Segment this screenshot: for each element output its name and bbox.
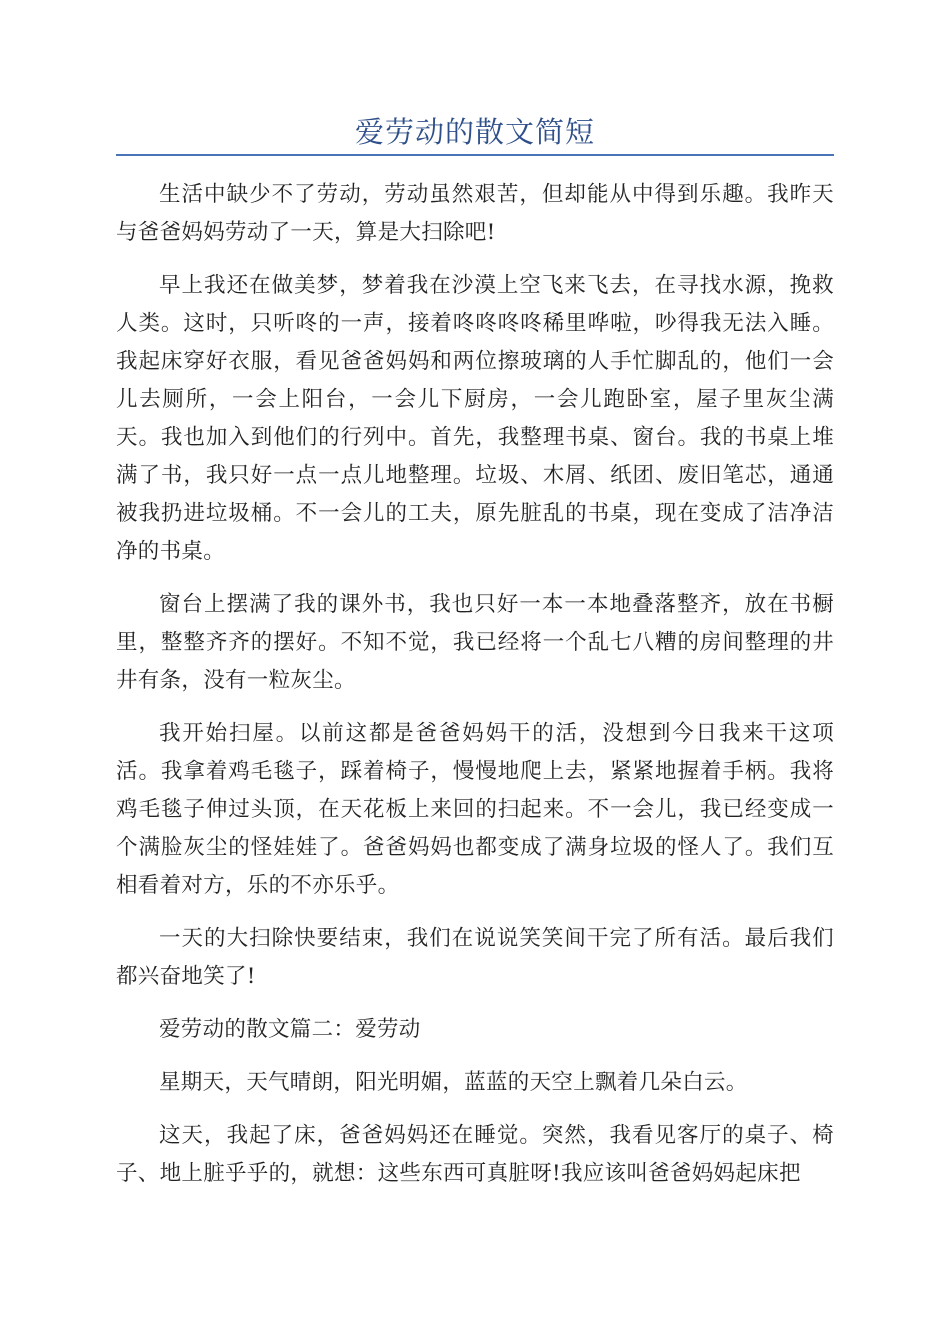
paragraph-3: 窗台上摆满了我的课外书，我也只好一本一本地叠落整齐，放在书橱里，整整齐齐的摆好。不知不觉，我已经将一个乱七八糟的房间整理的井井有条，没有一粒灰尘。 xyxy=(116,592,834,693)
paragraph-7: 这天，我起了床，爸爸妈妈还在睡觉。突然，我看见客厅的桌子、椅子、地上脏乎乎的，就想：这些东西可真脏呀!我应该叫爸爸妈妈起床把 xyxy=(116,1123,834,1186)
paragraph-5: 一天的大扫除快要结束，我们在说说笑笑间干完了所有活。最后我们都兴奋地笑了! xyxy=(116,926,834,989)
document-body xyxy=(116,176,834,1208)
title-underline xyxy=(116,154,834,156)
paragraph-1: 生活中缺少不了劳动，劳动虽然艰苦，但却能从中得到乐趣。我昨天与爸爸妈妈劳动了一天，算是大扫除吧! xyxy=(116,182,834,245)
document-title: 爱劳动的散文简短 xyxy=(354,115,595,149)
paragraph-2: 早上我还在做美梦，梦着我在沙漠上空飞来飞去，在寻找水源，挽救人类。这时，只听咚的一声，接着咚咚咚咚稀里哗啦，吵得我无法入睡。我起床穿好衣服，看见爸爸妈妈和两位擦玻璃的人手忙脚乱的，他们一会儿去厕所，一会上阳台，一会儿下厨房，一会儿跑卧室，屋子里灰尘满天。我也加入到他们的行列中。首先，我整理书桌、窗台。我的书桌上堆满了书，我只好一点一点儿地整理。垃圾、木屑、纸团、废旧笔芯，通通被我扔进垃圾桶。不一会儿的工夫，原先脏乱的书桌，现在变成了洁净洁净的书桌。 xyxy=(116,273,834,564)
paragraph-6: 星期天，天气晴朗，阳光明媚，蓝蓝的天空上飘着几朵白云。 xyxy=(159,1070,748,1095)
paragraph-4: 我开始扫屋。以前这都是爸爸妈妈干的活，没想到今日我来干这项活。我拿着鸡毛毯子，踩着椅子，慢慢地爬上去，紧紧地握着手柄。我将鸡毛毯子伸过头顶，在天花板上来回的扫起来。不一会儿，我已经变成一个满脸灰尘的怪娃娃了。爸爸妈妈也都变成了满身垃圾的怪人了。我们互相看着对方，乐的不亦乐乎。 xyxy=(116,721,834,898)
section-heading-part-two: 爱劳动的散文篇二：爱劳动 xyxy=(159,1017,421,1042)
